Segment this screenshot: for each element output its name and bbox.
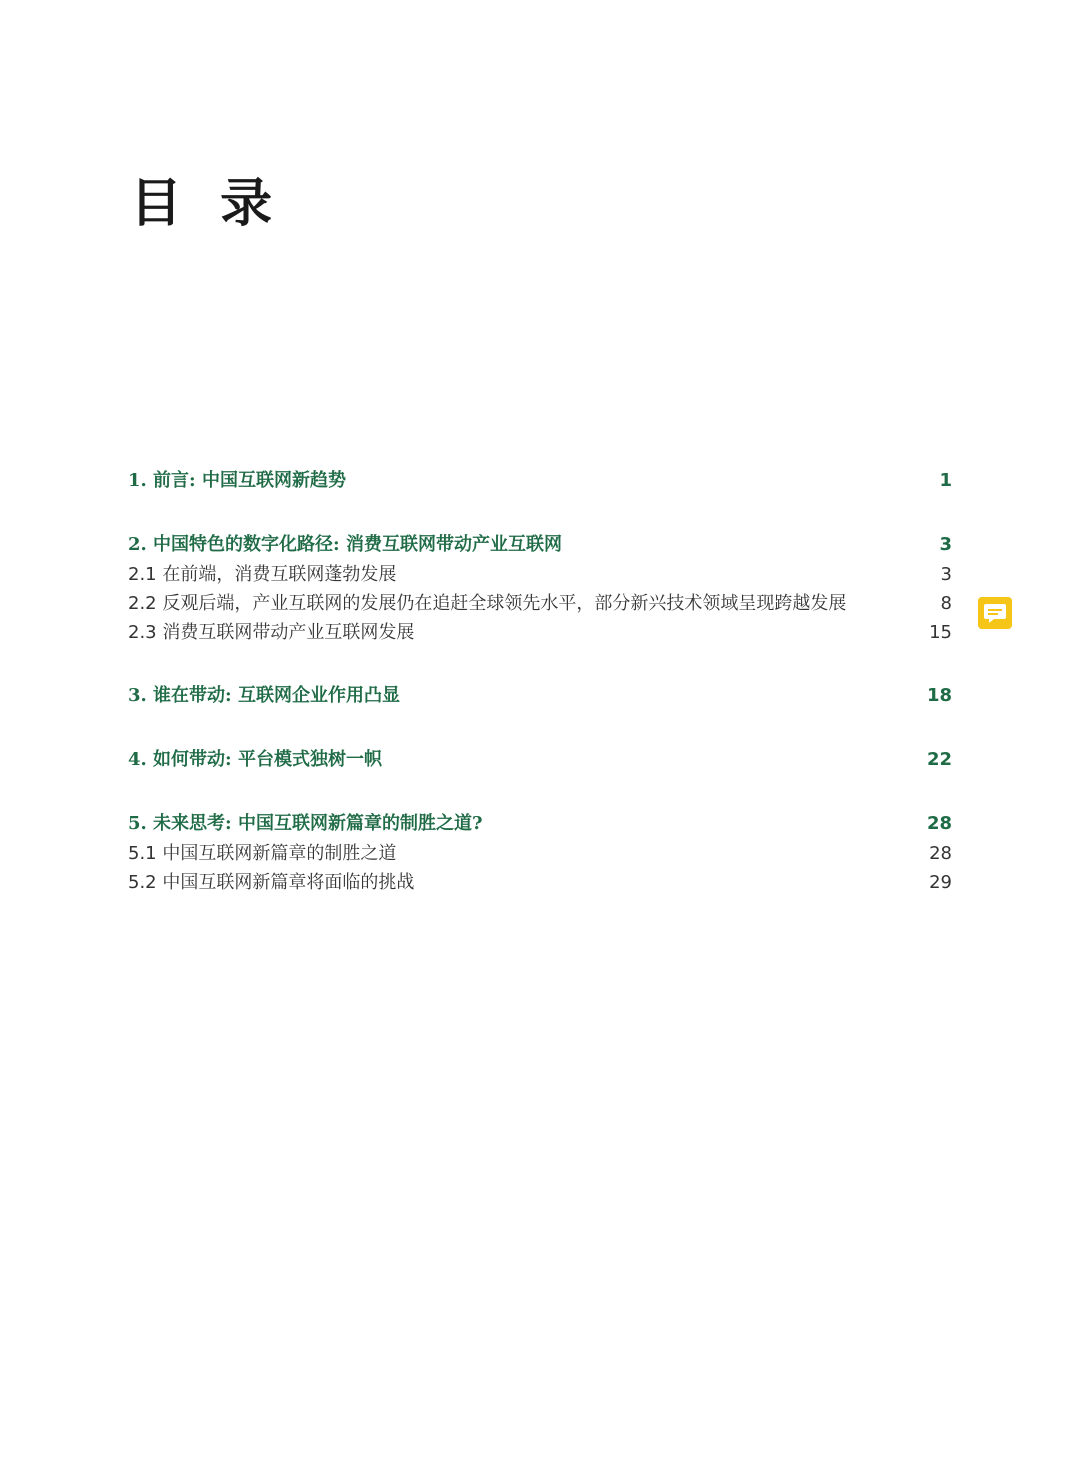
toc-page-number: 8 xyxy=(940,593,952,614)
toc-section-title: 3. 谁在带动: 互联网企业作用凸显 xyxy=(128,685,400,706)
toc-section-title: 4. 如何带动: 平台模式独树一帜 xyxy=(128,749,382,770)
toc-subsection-2-3[interactable] xyxy=(128,618,952,647)
toc-page-number: 28 xyxy=(929,843,952,864)
toc-page-number: 22 xyxy=(926,749,952,770)
toc-section-5[interactable] xyxy=(128,809,952,839)
table-of-contents xyxy=(128,466,952,897)
toc-subsection-5-2[interactable] xyxy=(128,868,952,897)
toc-section-2[interactable] xyxy=(128,530,952,560)
toc-section-title: 2. 中国特色的数字化路径: 消费互联网带动产业互联网 xyxy=(128,534,562,555)
toc-subsection-title: 5.2 中国互联网新篇章将面临的挑战 xyxy=(128,872,415,893)
toc-page-number: 28 xyxy=(926,813,952,834)
toc-section-4[interactable] xyxy=(128,745,952,775)
toc-subsection-2-2[interactable] xyxy=(128,589,952,618)
toc-page-number: 3 xyxy=(939,534,952,555)
toc-subsection-2-1[interactable] xyxy=(128,560,952,589)
toc-section-title: 5. 未来思考: 中国互联网新篇章的制胜之道? xyxy=(128,813,483,834)
toc-page-number: 3 xyxy=(940,564,952,585)
toc-page-number: 15 xyxy=(929,622,952,643)
toc-page-number: 29 xyxy=(929,872,952,893)
toc-page-number: 1 xyxy=(939,470,952,491)
toc-section-3[interactable] xyxy=(128,681,952,711)
toc-subsection-5-1[interactable] xyxy=(128,839,952,868)
page-title: 目 录 xyxy=(130,173,283,234)
toc-page-number: 18 xyxy=(926,685,952,706)
toc-subsection-title: 2.1 在前端，消费互联网蓬勃发展 xyxy=(128,564,397,585)
comment-icon xyxy=(978,597,1012,629)
comment-button[interactable] xyxy=(978,597,1012,629)
toc-section-title: 1. 前言: 中国互联网新趋势 xyxy=(128,470,346,491)
toc-subsection-title: 2.2 反观后端，产业互联网的发展仍在追赶全球领先水平，部分新兴技术领域呈现跨越发展 xyxy=(128,593,847,614)
toc-subsection-title: 5.1 中国互联网新篇章的制胜之道 xyxy=(128,843,397,864)
toc-subsection-title: 2.3 消费互联网带动产业互联网发展 xyxy=(128,622,415,643)
toc-section-1[interactable] xyxy=(128,466,952,496)
